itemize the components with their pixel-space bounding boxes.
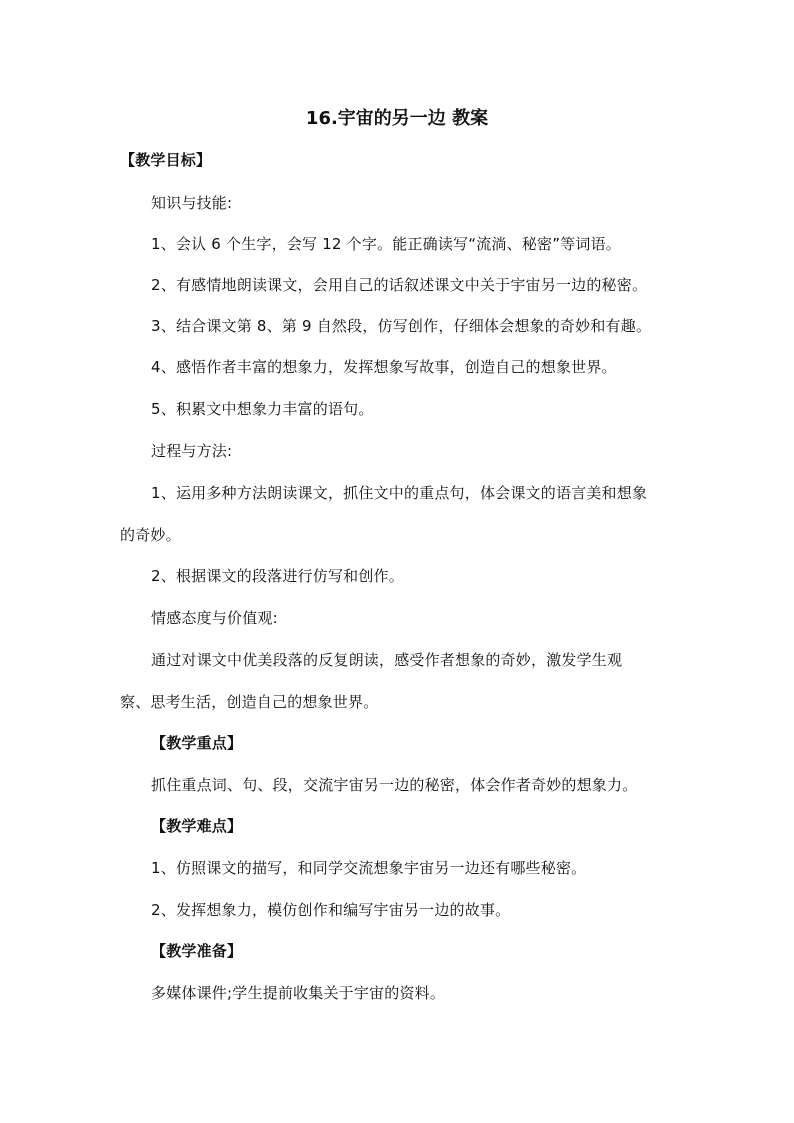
key-heading: 【教学重点】	[151, 734, 243, 752]
difficulty-item: 1、仿照课文的描写，和同学交流想象宇宙另一边还有哪些秘密。	[151, 859, 587, 877]
process-item-line: 的奇妙。	[120, 526, 181, 544]
process-item: 2、根据课文的段落进行仿写和创作。	[151, 567, 404, 585]
emotion-heading: 情感态度与价值观:	[151, 609, 278, 627]
objectives-heading: 【教学目标】	[120, 151, 212, 169]
difficulty-item: 2、发挥想象力，模仿创作和编写宇宙另一边的故事。	[151, 901, 511, 919]
document-title: 16.宇宙的另一边 教案	[305, 108, 489, 129]
knowledge-item: 2、有感情地朗读课文，会用自己的话叙述课文中关于宇宙另一边的秘密。	[151, 276, 648, 294]
process-heading: 过程与方法:	[151, 442, 233, 460]
knowledge-heading: 知识与技能:	[151, 194, 233, 212]
knowledge-item: 5、积累文中想象力丰富的语句。	[151, 400, 374, 418]
process-item-line: 1、运用多种方法朗读课文，抓住文中的重点句，体会课文的语言美和想象	[151, 484, 648, 502]
knowledge-item: 1、会认 6 个生字，会写 12 个字。能正确读写“流淌、秘密”等词语。	[151, 235, 621, 253]
emotion-line: 察、思考生活，创造自己的想象世界。	[120, 693, 379, 711]
emotion-line: 通过对课文中优美段落的反复朗读，感受作者想象的奇妙，激发学生观	[151, 651, 623, 669]
prep-heading: 【教学准备】	[151, 942, 243, 960]
key-text: 抓住重点词、句、段，交流宇宙另一边的秘密，体会作者奇妙的想象力。	[151, 776, 638, 794]
knowledge-item: 3、结合课文第 8、第 9 自然段，仿写创作，仔细体会想象的奇妙和有趣。	[151, 317, 652, 335]
difficulty-heading: 【教学难点】	[151, 817, 243, 835]
knowledge-item: 4、感悟作者丰富的想象力，发挥想象写故事，创造自己的想象世界。	[151, 358, 617, 376]
prep-text: 多媒体课件;学生提前收集关于宇宙的资料。	[151, 984, 446, 1002]
